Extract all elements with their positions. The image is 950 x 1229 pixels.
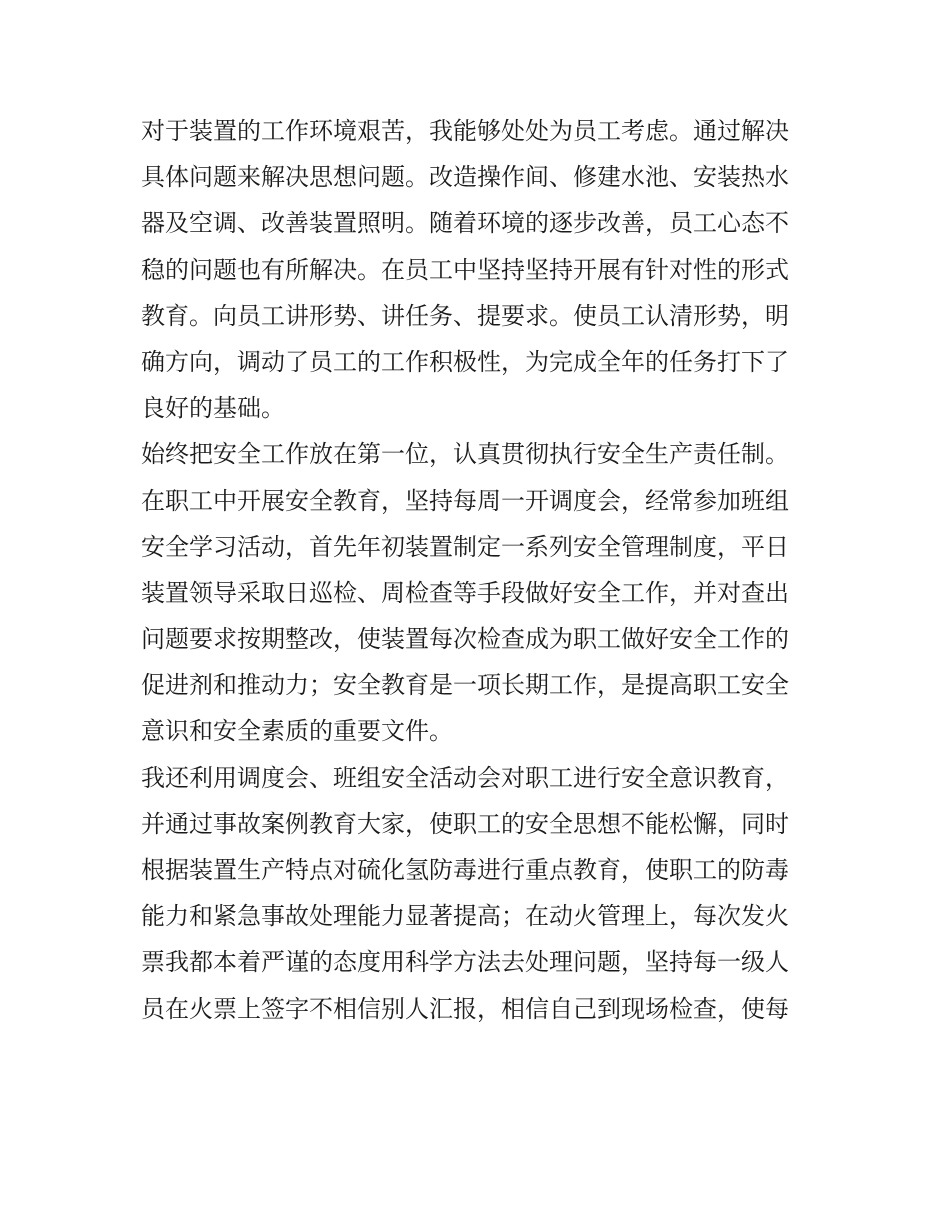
text-line: 意识和安全素质的重要文件。 xyxy=(141,717,453,746)
text-line: 促进剂和推动力；安全教育是一项长期工作，是提高职工安全 xyxy=(141,671,789,700)
text-line: 根据装置生产特点对硫化氢防毒进行重点教育，使职工的防毒 xyxy=(141,856,789,884)
text-line: 问题要求按期整改，使装置每次检查成为职工做好安全工作的 xyxy=(141,625,789,654)
text-line: 良好的基础。 xyxy=(141,394,285,423)
text-line: 并通过事故案例教育大家，使职工的安全思想不能松懈，同时 xyxy=(141,809,789,838)
text-line: 在职工中开展安全教育，坚持每周一开调度会，经常参加班组 xyxy=(141,486,789,515)
text-line: 能力和紧急事故处理能力显著提高；在动火管理上，每次发火 xyxy=(141,902,789,931)
text-line: 器及空调、改善装置照明。随着环境的逐步改善，员工心态不 xyxy=(141,209,789,238)
text-line: 稳的问题也有所解决。在员工中坚持坚持开展有针对性的形式 xyxy=(141,255,789,284)
text-line: 始终把安全工作放在第一位，认真贯彻执行安全生产责任制。 xyxy=(141,440,789,469)
text-line: 我还利用调度会、班组安全活动会对职工进行安全意识教育， xyxy=(141,763,789,792)
text-line: 对于装置的工作环境艰苦，我能够处处为员工考虑。通过解决 xyxy=(141,117,789,145)
text-line: 员在火票上签字不相信别人汇报，相信自己到现场检查，使每 xyxy=(141,994,789,1023)
text-line: 票我都本着严谨的态度用科学方法去处理问题，坚持每一级人 xyxy=(141,948,789,977)
text-line: 具体问题来解决思想问题。改造操作间、修建水池、安装热水 xyxy=(141,163,789,192)
text-line: 确方向，调动了员工的工作积极性，为完成全年的任务打下了 xyxy=(141,347,789,376)
text-line: 装置领导采取日巡检、周检查等手段做好安全工作，并对查出 xyxy=(141,578,789,607)
document-body xyxy=(141,108,821,1032)
text-line: 安全学习活动，首先年初装置制定一系列安全管理制度，平日 xyxy=(141,532,789,561)
text-line: 教育。向员工讲形势、讲任务、提要求。使员工认清形势，明 xyxy=(141,301,789,330)
